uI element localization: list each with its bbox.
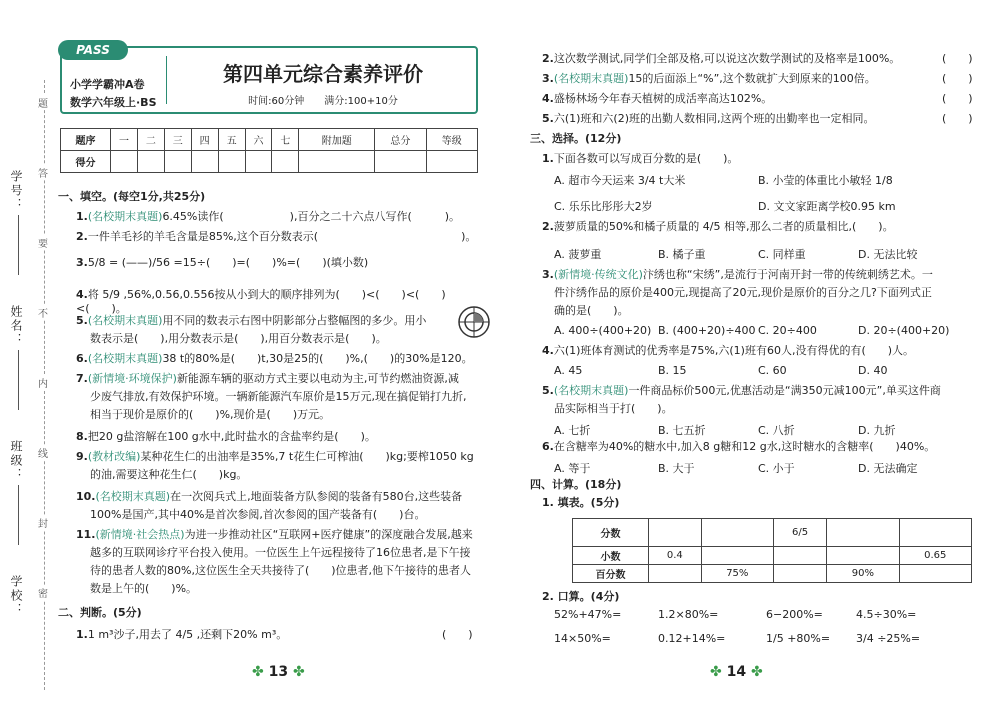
question-1: 1.(名校期末真题)6.45%读作( ),百分之二十六点八写作( )。 <box>76 210 461 223</box>
calc-fill-title: 1. 填表。(5分) <box>542 496 620 509</box>
section-choice: 三、选择。(12分) <box>530 132 622 145</box>
calc-item: 1/5 +80%= <box>766 632 831 645</box>
series-name: 小学学霸冲A卷 <box>70 78 145 91</box>
tf-question-2: 2.这次数学测试,同学们全部及格,可以说这次数学测试的及格率是100%。 <box>542 52 901 65</box>
calc-item: 14×50%= <box>554 632 611 645</box>
exam-meta: 时间:60分钟 满分:100+10分 <box>248 96 398 107</box>
calc-item: 6−200%= <box>766 608 823 621</box>
left-page: PASS 小学学霸冲A卷 数学六年级上·BS 第四单元综合素养评价 时间:60分钟 满分:100+10分 题序 一 二 三 四 五 六 七 附加题 总分 等级 得分 一、填空。(每空1分,共25分) 1.(名校期末真题)6.45%读作( ),百分之二十六点八写作( )。 2.一件羊毛衫的羊毛含量是85%,这个百分数表示( )。 3.5/8 = (——)/56 =15÷( )=( )%=( )(填小数) 4.将 5/9 ,56%,0.56,0.556按从小到大的顺序排列为( )<( )<( )<( )。 5.(名校期末真题)用不同的数表示右图中阴影部分占整幅图的多少。用小 数表示是( ),用分数表示是( ),用百分数表示是( )。 6.(名校期末真题)38 t的80%是( )t,30是25的( )%,( )的30%是120。 7.(新情境·环境保护)新能源车辆的驱动方式主要以电动为主,可节约燃油资源,减 少废气排放,有效保护环境。一辆新能源汽车原价是15万元,现在搞促销打九折, 相当于现价是原价的( )%,现价是( )万元。 8.把20 g盐溶解在100 g水中,此时盐水的含盐率约是( )。 9.(教材改编)某种花生仁的出油率是35%,7 t花生仁可榨油( )kg;要榨1050 kg 的油,需要这种花生仁( )kg。 10.(名校期末真题)在一次阅兵式上,地面装备方队参阅的装备有580台,这些装备 100%是国产,其中40%是首次参阅,首次参阅的国产装备有( )台。 11.(新情境·社会热点)为进一步推动社区“互联网+医疗健康”的深度融合发展,越来 越多的互联网诊疗平台投入使用。一位医生上午远程接待了16位患者,是下午接 待的患者人数的80%,这位医生全天共接待了( )位患者,他下午接待的患者人 数是上午的( )%。 二、判断。(5分) 1.1 m³沙子,用去了 4/5 ,还剩下20% m³。 ( ) ✤ 13 ✤ <box>52 0 492 708</box>
choice-question-3: 3.(新情境·传统文化)汴绣也称“宋绣”,是流行于河南开封一带的传统刺绣艺术。一 <box>542 268 933 281</box>
question-2: 2.一件羊毛衫的羊毛含量是85%,这个百分数表示( )。 <box>76 230 477 243</box>
question-11: 11.(新情境·社会热点)为进一步推动社区“互联网+医疗健康”的深度融合发展,越来 <box>76 528 473 541</box>
name-label: 姓名： <box>9 305 23 347</box>
calc-item: 52%+47%= <box>554 608 622 621</box>
grade-label: 数学六年级上·BS <box>70 96 157 109</box>
calc-item: 3/4 ÷25%= <box>856 632 921 645</box>
page-number-left: ✤ 13 ✤ <box>252 664 305 680</box>
tf-answer-1[interactable]: ( ) <box>442 628 473 641</box>
section-fill-blank: 一、填空。(每空1分,共25分) <box>58 190 206 203</box>
choice-question-1: 1.下面各数可以写成百分数的是( )。 <box>542 152 739 165</box>
page-number-right: ✤ 14 ✤ <box>710 664 763 680</box>
exam-header <box>60 43 478 114</box>
choice-question-4: 4.六(1)班体育测试的优秀率是75%,六(1)班有60人,没有得优的有( )人。 <box>542 344 915 357</box>
tf-question-3: 3.(名校期末真题)15的后面添上“%”,这个数就扩大到原来的100倍。 <box>542 72 876 85</box>
student-id-label: 学号： <box>9 170 23 212</box>
pass-logo: PASS <box>58 40 128 60</box>
choice-question-6: 6.在含糖率为40%的糖水中,加入8 g糖和12 g水,这时糖水的含糖率( )40%。 <box>542 440 936 453</box>
question-6: 6.(名校期末真题)38 t的80%是( )t,30是25的( )%,( )的30%是120。 <box>76 352 473 365</box>
question-5: 5.(名校期末真题)用不同的数表示右图中阴影部分占整幅图的多少。用小 <box>76 314 427 327</box>
tf-question-1: 1.1 m³沙子,用去了 4/5 ,还剩下20% m³。 <box>76 628 288 641</box>
question-10: 10.(名校期末真题)在一次阅兵式上,地面装备方队参阅的装备有580台,这些装备 <box>76 490 463 503</box>
school-label: 学校： <box>9 575 23 617</box>
calc-item: 4.5÷30%= <box>856 608 917 621</box>
binding-margin: 学号： 姓名： 班级： 学校： 题 答 要 不 内 线 封 密 <box>0 0 52 708</box>
choice-question-5: 5.(名校期末真题)一件商品标价500元,优惠活动是“满350元减100元”,单买这件商 <box>542 384 941 397</box>
section-true-false: 二、判断。(5分) <box>58 606 142 619</box>
class-label: 班级： <box>9 440 23 482</box>
score-table: 题序 一 二 三 四 五 六 七 附加题 总分 等级 得分 <box>60 128 478 173</box>
question-4: 4.将 5/9 ,56%,0.56,0.556按从小到大的顺序排列为( )<( )<( )<( )。 <box>76 288 446 315</box>
page-title: 第四单元综合素养评价 <box>223 62 423 86</box>
calc-item: 0.12+14%= <box>658 632 726 645</box>
tf-question-4: 4.盛杨林场今年春天植树的成活率高达102%。 <box>542 92 773 105</box>
shaded-circle-figure <box>457 305 491 339</box>
question-7: 7.(新情境·环境保护)新能源车辆的驱动方式主要以电动为主,可节约燃油资源,减 <box>76 372 459 385</box>
question-9: 9.(教材改编)某种花生仁的出油率是35%,7 t花生仁可榨油( )kg;要榨1050 kg <box>76 450 474 463</box>
right-page: 2.这次数学测试,同学们全部及格,可以说这次数学测试的及格率是100%。 ( ) 3.(名校期末真题)15的后面添上“%”,这个数就扩大到原来的100倍。 ( ) 4.盛杨林场今年春天植树的成活率高达102%。 ( ) 5.六(1)班和六(2)班的出勤人数相同,这两个班的出勤率也一定相同。 ( ) 三、选择。(12分) 1.下面各数可以写成百分数的是( )。 A. 超市今天运来 3/4 t大米 B. 小莹的体重比小敏轻 1/8 C. 乐乐比彤彤大2岁 D. 文文家距离学校0.95 km 2.菠萝质量的50%和橘子质量的 4/5 相等,那么二者的质量相比,( )。 A. 菠萝重 B. 橘子重 C. 同样重 D. 无法比较 3.(新情境·传统文化)汴绣也称“宋绣”,是流行于河南开封一带的传统刺绣艺术。一 件汴绣作品的原价是400元,现提高了20元,现价是原价的百分之几?下面列式正 确的是( )。 A. 400÷(400+20) B. (400+20)÷400 C. 20÷400 D. 20÷(400+20) 4.六(1)班体育测试的优秀率是75%,六(1)班有60人,没有得优的有( )人。 A. 45 B. 15 C. 60 D. 40 5.(名校期末真题)一件商品标价500元,优惠活动是“满350元减100元”,单买这件商 品实际相当于打( )。 A. 七折 B. 七五折 C. 八折 D. 九折 6.在含糖率为40%的糖水中,加入8 g糖和12 g水,这时糖水的含糖率( )40%。 A. 等于 B. 大于 C. 小于 D. 无法确定 四、计算。(18分) 1. 填表。(5分) 分数 6/5 小数 0.4 0.65 百分数 75% 90% 2. 口算。(4分) 52%+47%= 1.2×80%= 6−200%= 4.5÷30%= 14×50%= 0.12+14%= 1/5 +80%= 3/4 ÷25%= ✤ 14 ✤ <box>530 52 973 680</box>
question-3: 3.5/8 = (——)/56 =15÷( )=( )%=( )(填小数) <box>76 256 369 269</box>
question-8: 8.把20 g盐溶解在100 g水中,此时盐水的含盐率约是( )。 <box>76 430 376 443</box>
tf-question-5: 5.六(1)班和六(2)班的出勤人数相同,这两个班的出勤率也一定相同。 <box>542 112 875 125</box>
calc-item: 1.2×80%= <box>658 608 719 621</box>
fill-table: 分数 6/5 小数 0.4 0.65 百分数 75% 90% <box>572 518 972 583</box>
choice-question-2: 2.菠萝质量的50%和橘子质量的 4/5 相等,那么二者的质量相比,( )。 <box>542 220 894 233</box>
section-calc: 四、计算。(18分) <box>530 478 622 491</box>
calc-oral-title: 2. 口算。(4分) <box>542 590 620 603</box>
